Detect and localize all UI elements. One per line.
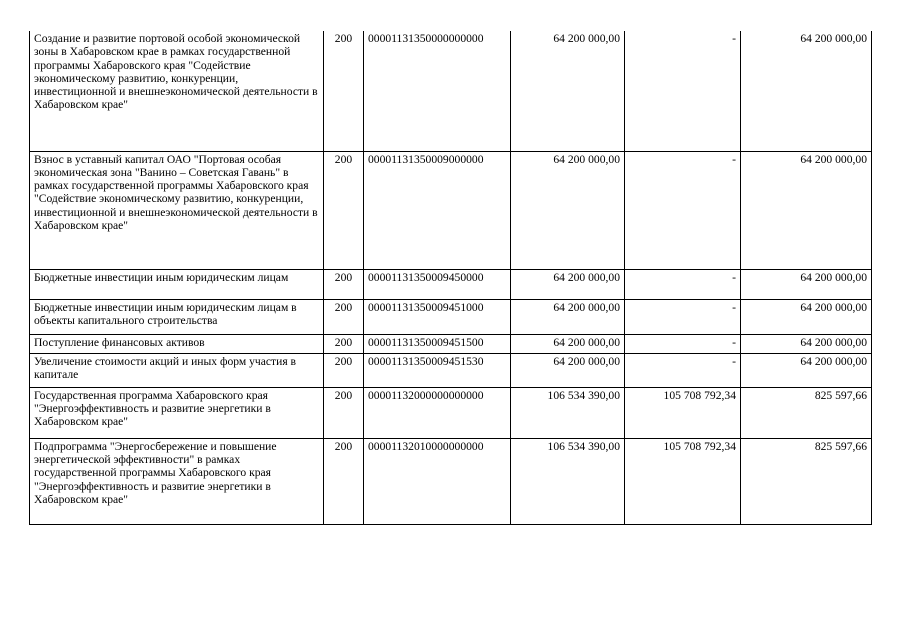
row-executed-amount-cell: - (625, 151, 741, 269)
row-name-cell: Государственная программа Хабаровского края "Энергоэффективность и развитие энергетики в Хабаровском крае" (30, 387, 324, 438)
row-planned-amount-cell: 64 200 000,00 (511, 334, 625, 353)
row-unexecuted-amount-cell: 64 200 000,00 (741, 31, 872, 151)
row-code-cell: 200 (324, 438, 364, 524)
table-row (30, 334, 872, 353)
row-code-cell: 200 (324, 334, 364, 353)
row-executed-amount-cell: 105 708 792,34 (625, 438, 741, 524)
table-row (30, 387, 872, 438)
table-row (30, 299, 872, 334)
table-row (30, 269, 872, 299)
row-planned-amount-cell: 106 534 390,00 (511, 387, 625, 438)
row-planned-amount-cell: 64 200 000,00 (511, 299, 625, 334)
table-row (30, 31, 872, 151)
table-row (30, 151, 872, 269)
row-planned-amount-cell: 64 200 000,00 (511, 151, 625, 269)
table-row (30, 438, 872, 524)
row-executed-amount-cell: - (625, 31, 741, 151)
row-name-cell: Поступление финансовых активов (30, 334, 324, 353)
row-planned-amount-cell: 106 534 390,00 (511, 438, 625, 524)
row-name-cell: Взнос в уставный капитал ОАО "Портовая особая экономическая зона "Ванино – Советская Гавань" в рамках государственной программы Хабаровского края "Содействие экономическому развитию, конкуренции, инвестиционной и внешнеэкономической деятельности в Хабаровском крае" (30, 151, 324, 269)
row-classification-code-cell: 00001131350009451500 (364, 334, 511, 353)
row-code-cell: 200 (324, 151, 364, 269)
row-classification-code-cell: 00001131350009451530 (364, 353, 511, 387)
row-code-cell: 200 (324, 31, 364, 151)
row-executed-amount-cell: - (625, 353, 741, 387)
row-classification-code-cell: 00001131350009450000 (364, 269, 511, 299)
row-unexecuted-amount-cell: 64 200 000,00 (741, 299, 872, 334)
row-classification-code-cell: 00001131350000000000 (364, 31, 511, 151)
row-unexecuted-amount-cell: 64 200 000,00 (741, 151, 872, 269)
row-unexecuted-amount-cell: 64 200 000,00 (741, 353, 872, 387)
table-row (30, 353, 872, 387)
row-name-cell: Бюджетные инвестиции иным юридическим лицам (30, 269, 324, 299)
row-name-cell: Бюджетные инвестиции иным юридическим лицам в объекты капитального строительства (30, 299, 324, 334)
row-planned-amount-cell: 64 200 000,00 (511, 269, 625, 299)
budget-execution-table (29, 31, 872, 525)
row-name-cell: Увеличение стоимости акций и иных форм участия в капитале (30, 353, 324, 387)
row-planned-amount-cell: 64 200 000,00 (511, 31, 625, 151)
row-classification-code-cell: 00001131350009000000 (364, 151, 511, 269)
row-unexecuted-amount-cell: 64 200 000,00 (741, 334, 872, 353)
row-classification-code-cell: 00001132010000000000 (364, 438, 511, 524)
row-code-cell: 200 (324, 299, 364, 334)
row-code-cell: 200 (324, 269, 364, 299)
row-executed-amount-cell: 105 708 792,34 (625, 387, 741, 438)
row-unexecuted-amount-cell: 825 597,66 (741, 438, 872, 524)
row-classification-code-cell: 00001131350009451000 (364, 299, 511, 334)
row-classification-code-cell: 00001132000000000000 (364, 387, 511, 438)
row-code-cell: 200 (324, 387, 364, 438)
row-executed-amount-cell: - (625, 299, 741, 334)
row-executed-amount-cell: - (625, 334, 741, 353)
row-unexecuted-amount-cell: 64 200 000,00 (741, 269, 872, 299)
row-name-cell: Подпрограмма "Энергосбережение и повышение энергетической эффективности" в рамках государственной программы Хабаровского края "Энергоэффективность и развитие энергетики в Хабаровском крае" (30, 438, 324, 524)
row-unexecuted-amount-cell: 825 597,66 (741, 387, 872, 438)
row-executed-amount-cell: - (625, 269, 741, 299)
row-code-cell: 200 (324, 353, 364, 387)
row-name-cell: Создание и развитие портовой особой экономической зоны в Хабаровском крае в рамках государственной программы Хабаровского края "Содействие экономическому развитию, конкуренции, инвестиционной и внешнеэкономической деятельности в Хабаровском крае" (30, 31, 324, 151)
row-planned-amount-cell: 64 200 000,00 (511, 353, 625, 387)
